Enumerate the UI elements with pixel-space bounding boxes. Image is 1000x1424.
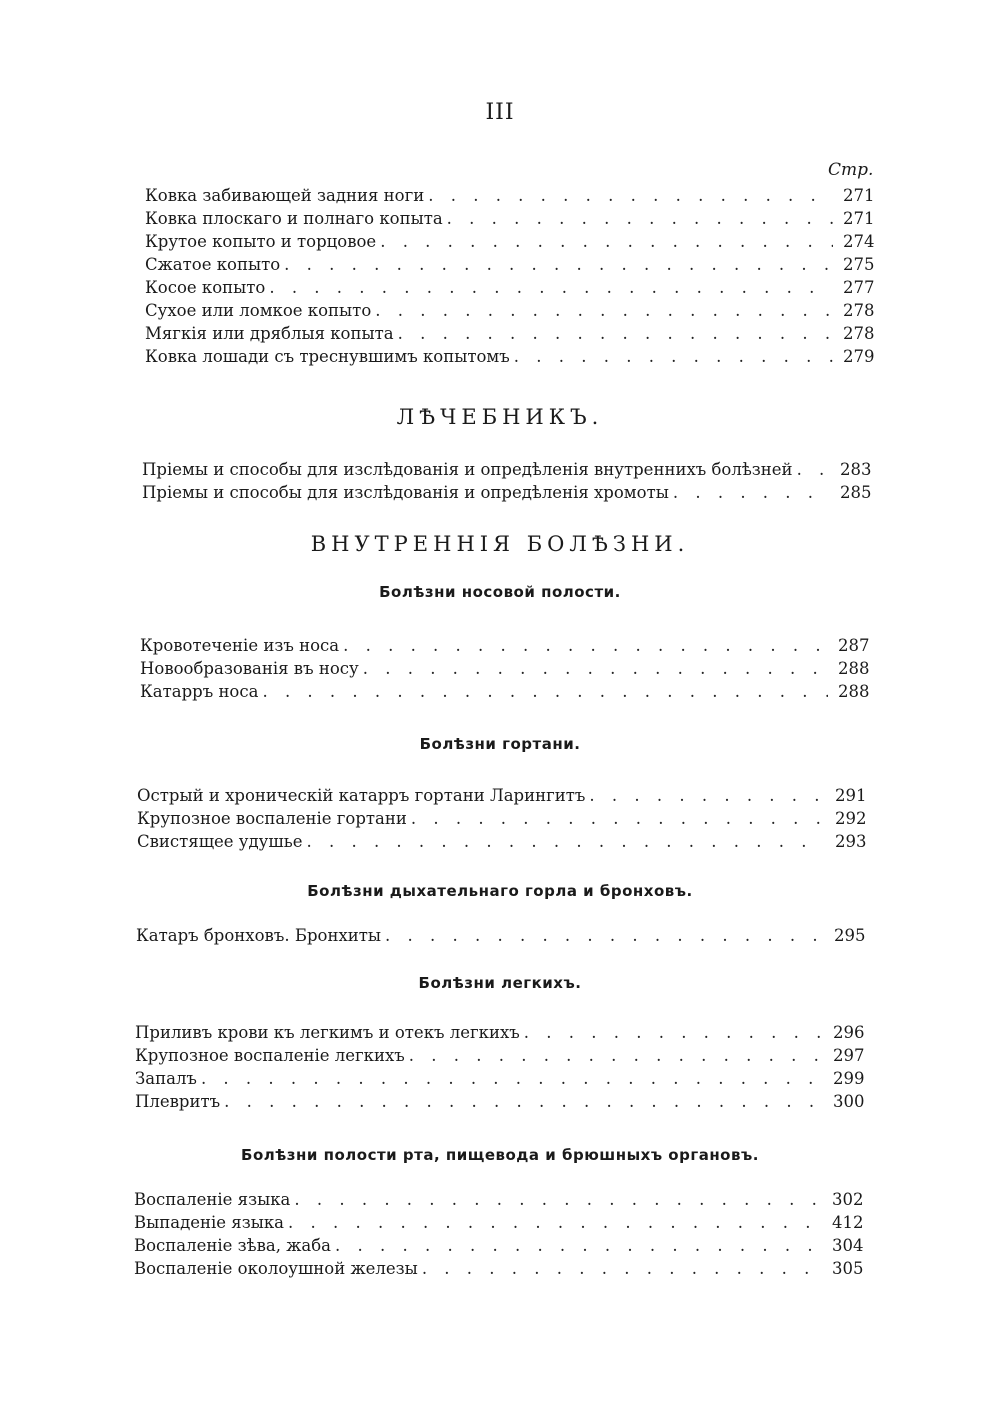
toc-entry: Приливъ крови къ легкимъ и отекъ легкихъ . . . 296 — [135, 1021, 861, 1044]
toc-larynx-list — [137, 784, 867, 853]
toc-entry: Выпаденіе языка . . . 412 — [134, 1211, 860, 1234]
toc-entry: Мягкія или дряблыя копыта . . . 278 — [145, 322, 871, 345]
heading-internal-diseases: ВНУТРЕННІЯ БОЛѢЗНИ. — [310, 532, 690, 556]
toc-entry: Крупозное воспаленіе гортани . . . 292 — [137, 807, 863, 830]
toc-entry: Острый и хроническій катарръ гортани Ларингитъ . . . 291 — [137, 784, 863, 807]
page-number: III — [485, 100, 515, 125]
toc-entry: Пріемы и способы для изслѣдованія и опредѣленія внутреннихъ болѣзней . . . 283 — [142, 458, 868, 481]
toc-lechebnik-list — [142, 458, 872, 504]
section-title-nose: Болѣзни носовой полости. — [379, 583, 621, 601]
toc-bronchi-list — [136, 924, 866, 947]
toc-entry: Ковка лошади съ треснувшимъ копытомъ . . . 279 — [145, 345, 871, 368]
toc-entry: Крупозное воспаленіе легкихъ . . . 297 — [135, 1044, 861, 1067]
toc-entry: Воспаленіе околоушной железы . . . 305 — [134, 1257, 860, 1280]
toc-entry: Запалъ . . . 299 — [135, 1067, 861, 1090]
toc-entry: Крутое копыто и торцовое . . . 274 — [145, 230, 871, 253]
toc-lungs-list — [135, 1021, 865, 1113]
toc-entry: Сухое или ломкое копыто . . . 278 — [145, 299, 871, 322]
section-title-bronchi: Болѣзни дыхательнаго горла и бронховъ. — [307, 882, 693, 900]
section-title-lungs: Болѣзни легкихъ. — [418, 974, 582, 992]
section-title-larynx: Болѣзни гортани. — [419, 735, 581, 753]
page-column-header: Стр. — [828, 160, 874, 180]
toc-entry: Сжатое копыто . . . 275 — [145, 253, 871, 276]
toc-entry: Воспаленіе зѣва, жаба . . . 304 — [134, 1234, 860, 1257]
toc-entry: Кровотеченіе изъ носа . . . 287 — [140, 634, 866, 657]
toc-entry: Плевритъ . . . 300 — [135, 1090, 861, 1113]
toc-entry: Новообразованія въ носу . . . 288 — [140, 657, 866, 680]
heading-lechebnik: ЛѢЧЕБНИКЪ. — [396, 405, 604, 429]
toc-top-list — [145, 184, 875, 368]
toc-entry: Ковка забивающей задния ноги . . . 271 — [145, 184, 871, 207]
toc-entry: Ковка плоскаго и полнаго копыта . . . 271 — [145, 207, 871, 230]
toc-mouth-list — [134, 1188, 864, 1280]
toc-entry: Воспаленіе языка . . . 302 — [134, 1188, 860, 1211]
toc-nose-list — [140, 634, 870, 703]
toc-entry: Катарръ носа . . . 288 — [140, 680, 866, 703]
toc-entry: Пріемы и способы для изслѣдованія и опредѣленія хромоты . . . 285 — [142, 481, 868, 504]
toc-entry: Катаръ бронховъ. Бронхиты . . . 295 — [136, 924, 862, 947]
section-title-mouth: Болѣзни полости рта, пищевода и брюшныхъ органовъ. — [241, 1146, 759, 1164]
toc-entry: Свистящее удушье . . . 293 — [137, 830, 863, 853]
toc-entry: Косое копыто . . . 277 — [145, 276, 871, 299]
